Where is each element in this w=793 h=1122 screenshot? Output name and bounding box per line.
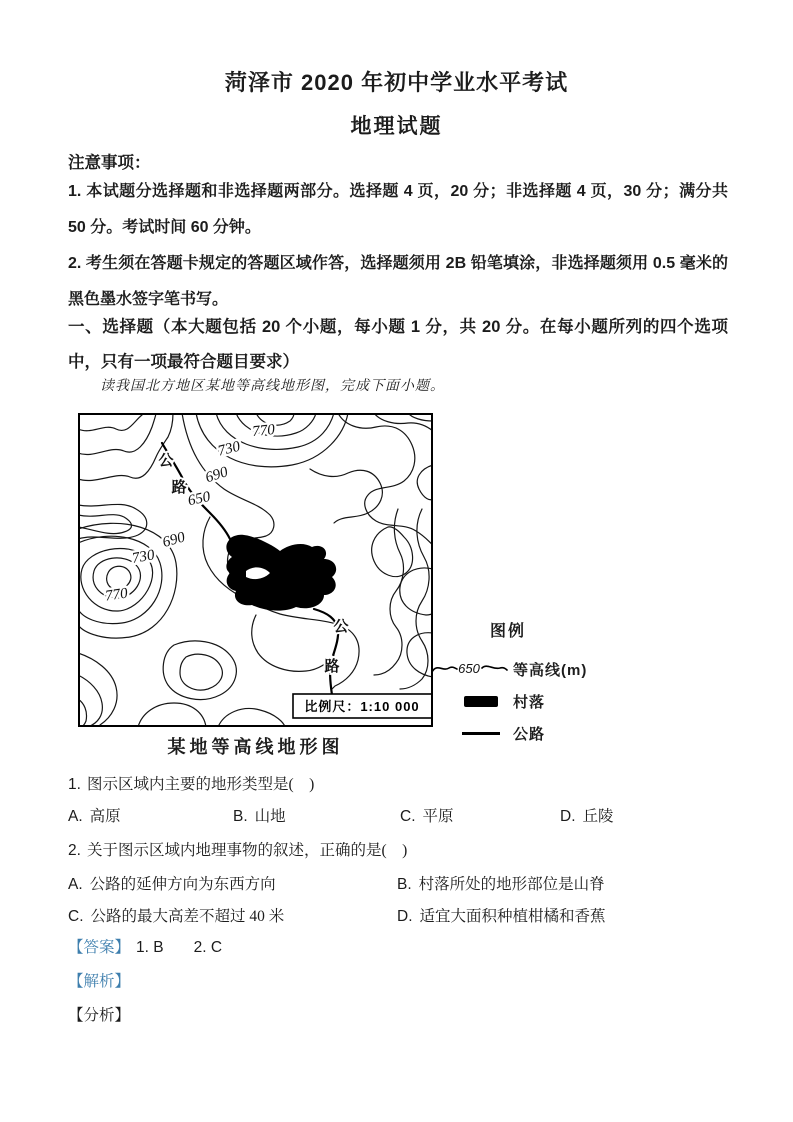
- option-key: A.: [68, 876, 83, 893]
- analysis-label: 【解析】: [68, 973, 131, 990]
- option-a: [68, 804, 121, 826]
- contour-map-figure: [68, 413, 728, 763]
- road-label-char: 路: [171, 480, 187, 496]
- contour-label: 690: [160, 529, 187, 551]
- option-text: 高原: [89, 808, 121, 825]
- option-key: B.: [397, 876, 412, 893]
- map-legend: [428, 618, 668, 745]
- option-d: [397, 904, 606, 926]
- road-label-char: 公: [158, 453, 174, 469]
- map-caption: 某地等高线地形图: [167, 737, 344, 757]
- option-text: 丘陵: [582, 808, 614, 825]
- answer-1: 1. B: [136, 939, 164, 956]
- notice-heading: 注意事项：: [68, 154, 151, 172]
- option-key: A.: [68, 808, 83, 825]
- option-text: 适宜大面积种植柑橘和香蕉: [419, 908, 606, 925]
- question-2: [68, 838, 728, 860]
- section-heading: 一、选择题（本大题包括 20 个小题，每小题 1 分，共 20 分。在每小题所列的四个选项中，只有一项最符合题目要求）: [68, 318, 728, 371]
- legend-row-road: [428, 721, 668, 745]
- legend-road-label: 公路: [513, 726, 546, 743]
- legend-row-contour: [428, 657, 668, 681]
- answer-label: 【答案】: [68, 939, 131, 956]
- question-number: 1.: [68, 776, 81, 793]
- option-c: [400, 804, 454, 826]
- question-number: 2.: [68, 842, 81, 859]
- page-title: 菏泽市 2020 年初中学业水平考试: [224, 70, 569, 95]
- option-key: B.: [233, 808, 248, 825]
- question-text: 关于图示区域内地理事物的叙述，正确的是( ): [86, 842, 408, 859]
- option-key: C.: [68, 908, 84, 925]
- answer-2: 2. C: [193, 939, 223, 956]
- option-key: D.: [397, 908, 413, 925]
- option-text: 村落所处的地形部位是山脊: [418, 876, 605, 893]
- notice-item-1: 1. 本试题分选择题和非选择题两部分。选择题 4 页，20 分；非选择题 4 页，30 分；满分共 50 分。考试时间 60 分钟。: [68, 183, 728, 236]
- legend-village-label: 村落: [513, 694, 546, 711]
- option-key: C.: [400, 808, 416, 825]
- option-d: [560, 804, 614, 826]
- contour-label: 770: [104, 585, 129, 605]
- legend-contour-value: 650: [458, 661, 480, 676]
- road-label-char: 公: [333, 619, 349, 635]
- contour-symbol: [430, 659, 508, 677]
- option-b: [233, 804, 286, 826]
- answer-line: [68, 935, 728, 957]
- road-symbol: [462, 732, 500, 735]
- contour-map: [78, 413, 433, 727]
- contour-label: 770: [251, 421, 276, 441]
- detail-label: 【分析】: [68, 1007, 131, 1024]
- question-1-options: [68, 804, 728, 826]
- contour-label: 730: [216, 438, 242, 460]
- contour-label: 730: [130, 547, 156, 567]
- notice-item-2: 2. 考生须在答题卡规定的答题区域作答，选择题须用 2B 铅笔填涂，非选择题须用 0.5 毫米的黑色墨水签字笔书写。: [68, 255, 728, 308]
- question-intro: 读我国北方地区某地等高线地形图，完成下面小题。: [100, 379, 445, 394]
- option-text: 公路的延伸方向为东西方向: [89, 876, 276, 893]
- question-2-options-cd: [68, 904, 728, 926]
- village-symbol: [464, 696, 498, 707]
- question-text: 图示区域内主要的地形类型是( ): [86, 776, 315, 793]
- road-label-char: 路: [324, 659, 340, 675]
- option-key: D.: [560, 808, 576, 825]
- legend-title: 图例: [490, 623, 527, 640]
- option-a: [68, 872, 276, 894]
- option-c: [68, 904, 284, 926]
- page-subtitle: 地理试题: [350, 115, 443, 138]
- contour-label: 690: [203, 464, 230, 487]
- question-2-options-ab: [68, 872, 728, 894]
- option-b: [397, 872, 605, 894]
- option-text: 公路的最大高差不超过 40 米: [90, 908, 285, 925]
- legend-row-village: [428, 689, 668, 713]
- scale-label: 比例尺：1:10 000: [304, 699, 420, 714]
- legend-contour-label: 等高线(m): [513, 662, 588, 679]
- contour-label: 650: [186, 488, 212, 510]
- option-text: 山地: [254, 808, 286, 825]
- option-text: 平原: [422, 808, 454, 825]
- scale-box: [293, 694, 432, 718]
- question-1: [68, 772, 728, 794]
